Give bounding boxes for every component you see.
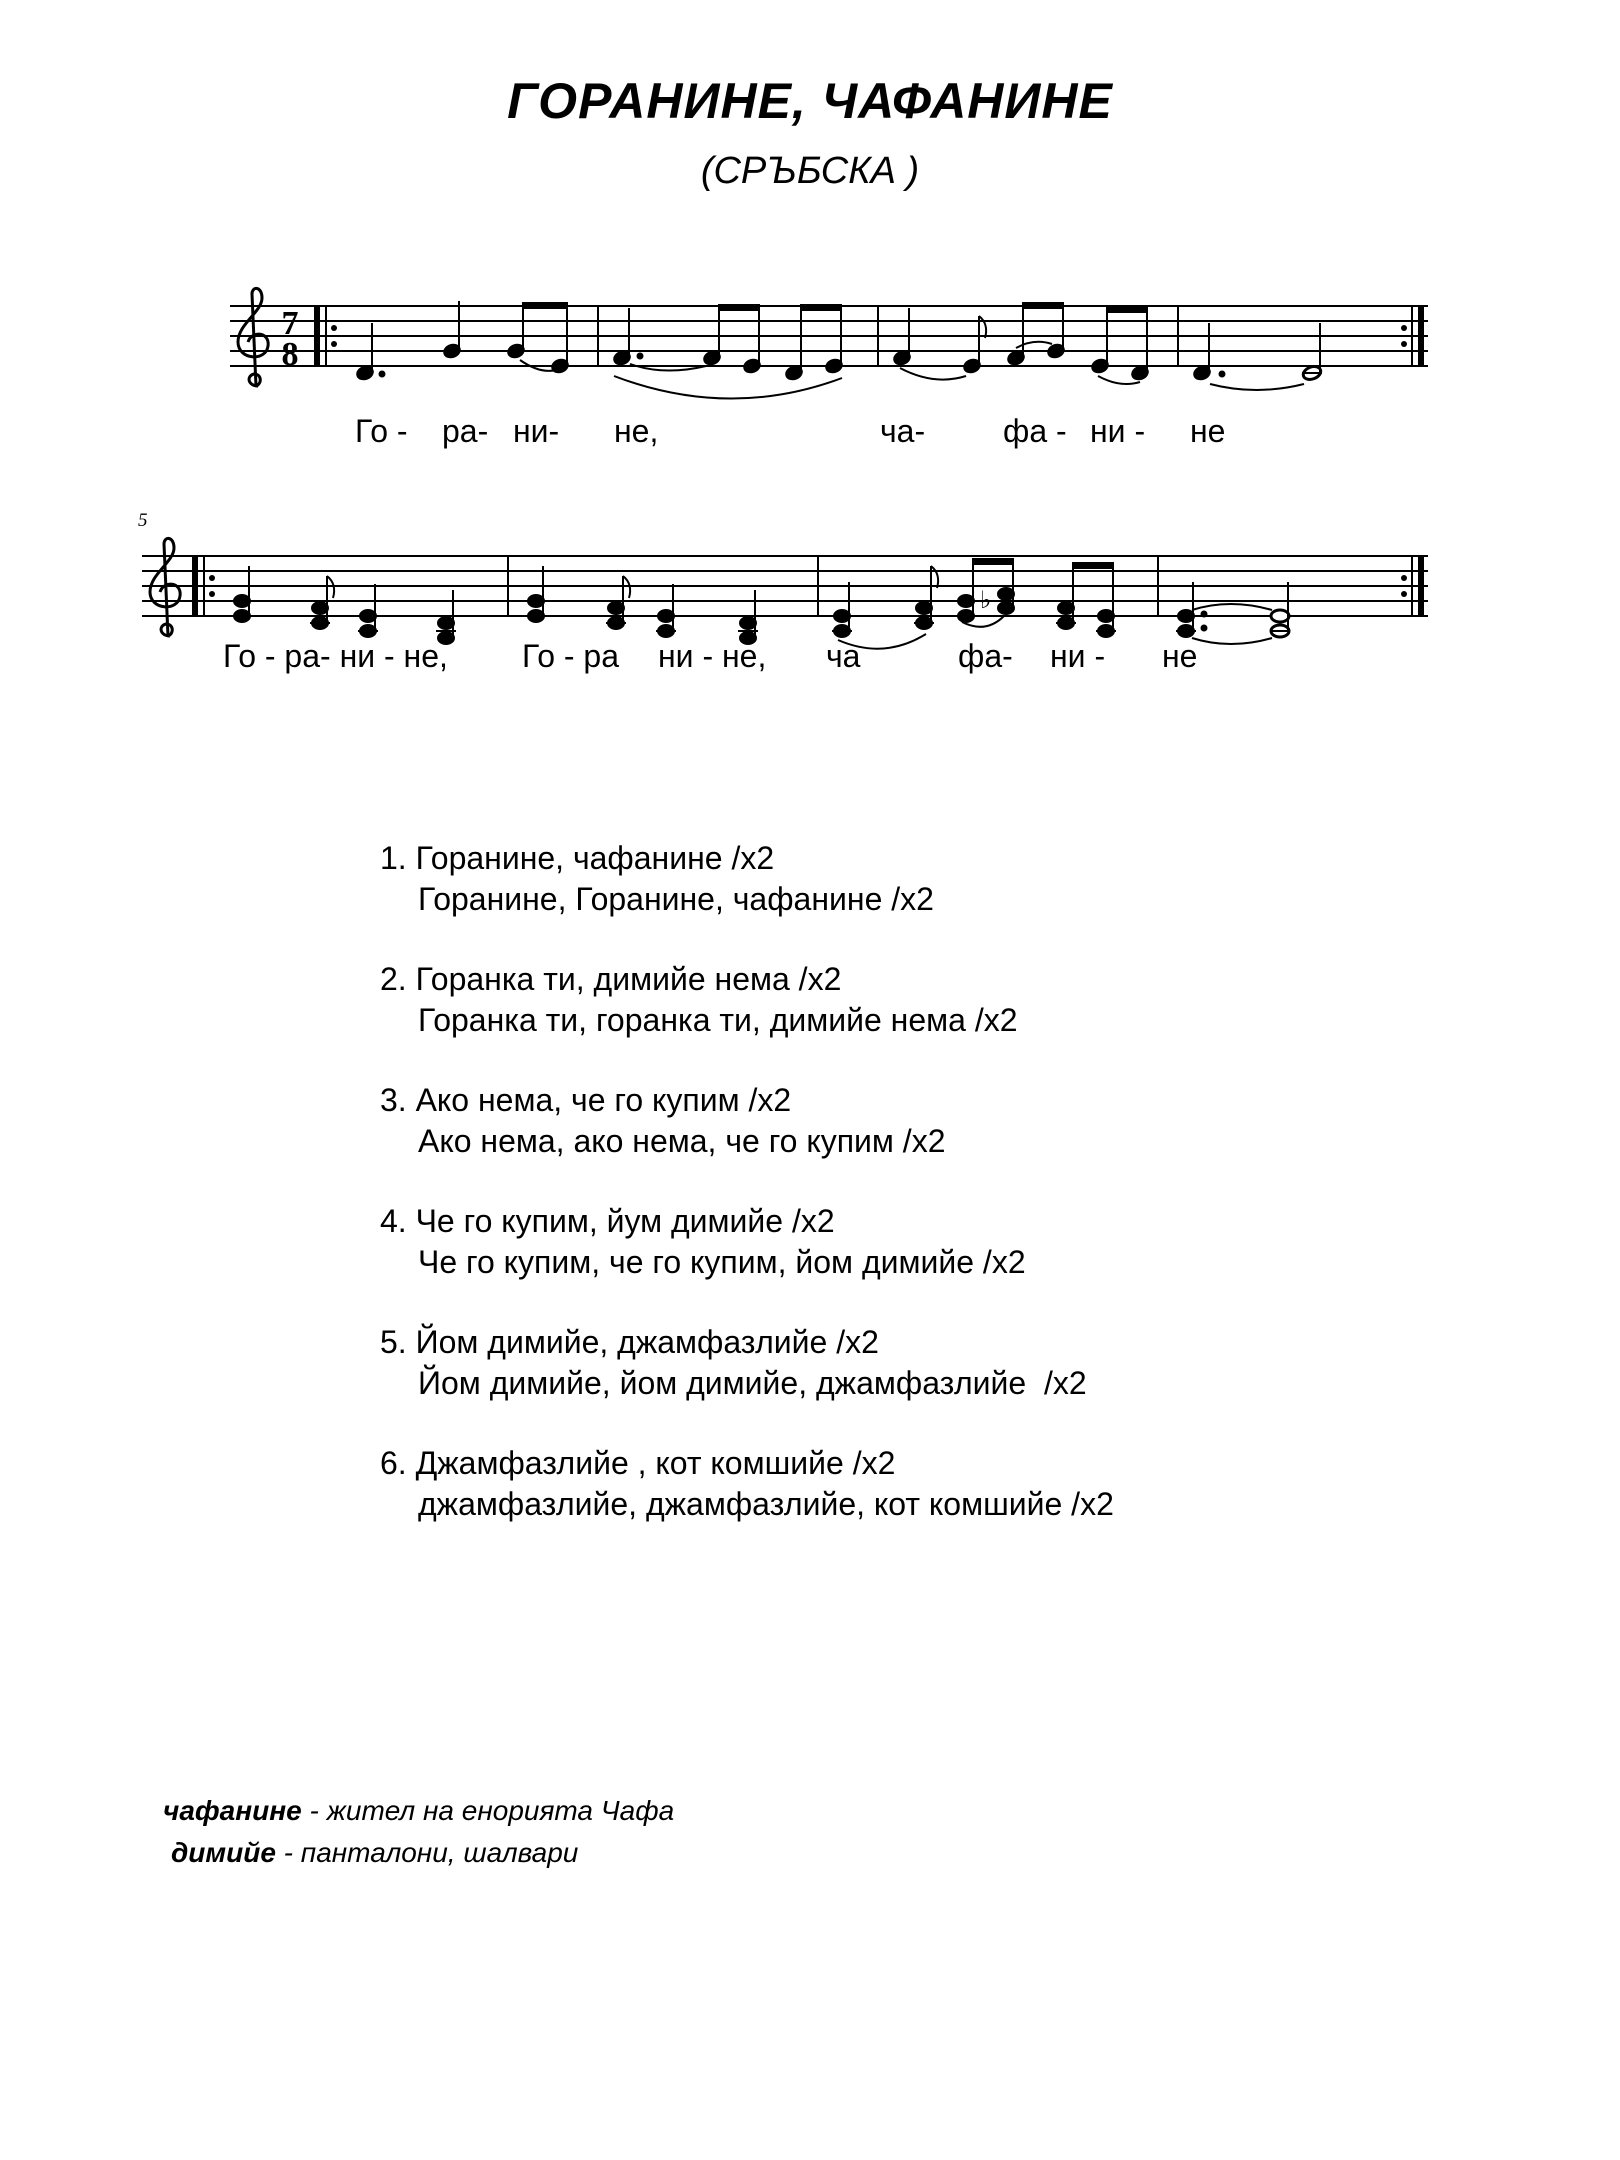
measure-6-notes <box>528 566 758 644</box>
page-title: ГОРАНИНЕ, ЧАФАНИНЕ <box>507 73 1113 129</box>
verse-line: Джамфазлийе , кот комшийе /x2 <box>415 1445 896 1481</box>
lyric-syllable: ча <box>826 638 861 674</box>
slur <box>1016 342 1052 348</box>
verse-line: Горанка ти, димийе нема /x2 <box>415 961 842 997</box>
glossary-term: чафанине <box>163 1795 302 1826</box>
tie <box>1192 604 1272 610</box>
verse <box>380 1080 1380 1162</box>
glossary-entry <box>163 1790 674 1832</box>
verse-number: 5. <box>380 1324 407 1360</box>
verse-line: Ако нема, че го купим /x2 <box>415 1082 792 1118</box>
measure-2-notes <box>612 305 843 381</box>
lyric-syllable: ча- <box>880 413 926 449</box>
lyric-syllable: не <box>1190 413 1226 449</box>
verse-line: Че го купим, че го купим, йом димийе /x2 <box>418 1244 1026 1280</box>
measure-5-notes <box>234 566 456 644</box>
verse <box>380 1443 1380 1525</box>
verse-number: 2. <box>380 961 407 997</box>
music-system-2 <box>0 510 1620 690</box>
lyric-syllable: не, <box>614 413 659 449</box>
lyric-syllable: Го - <box>355 413 408 449</box>
measure-3-notes <box>892 303 1149 381</box>
verse-number: 3. <box>380 1082 407 1118</box>
measure-number: 5 <box>138 510 148 531</box>
verse-line: Че го купим, йум димийе /x2 <box>415 1203 835 1239</box>
staff-system-1 <box>0 290 1620 450</box>
lyric-syllable: ра- <box>442 413 489 449</box>
lyric-syllable: ни - <box>1090 413 1146 449</box>
lyric-syllable: ни- <box>513 413 560 449</box>
verse-number: 4. <box>380 1203 407 1239</box>
time-signature-denominator: 8 <box>281 336 299 373</box>
lyric-syllable: Го - ра <box>522 638 620 674</box>
lyric-syllable: фа- <box>958 638 1013 674</box>
flat-sign: ♭ <box>980 586 992 614</box>
tie <box>1210 384 1304 390</box>
page-subtitle: (СРЪБСКА ) <box>700 150 920 192</box>
lyric-syllable: ни - <box>1050 638 1106 674</box>
music-system-1 <box>0 290 1620 450</box>
glossary-definition: - панталони, шалвари <box>275 1837 579 1868</box>
tie <box>630 364 706 371</box>
staff-lines <box>142 556 1428 616</box>
glossary-term: димийе <box>171 1837 276 1868</box>
verse-line: Горанине, чафанине /x2 <box>415 840 775 876</box>
lyric-syllable: Го - ра- ни - не, <box>223 638 448 674</box>
lyric-syllable: не <box>1162 638 1198 674</box>
measure-4-notes <box>1192 323 1322 382</box>
verse <box>380 1201 1380 1283</box>
verses-list <box>380 838 1380 1564</box>
verse <box>380 1322 1380 1404</box>
lyric-syllable: ни - не, <box>658 638 767 674</box>
verse <box>380 838 1380 920</box>
verse-line: Йом димийе, джамфазлийе /x2 <box>415 1324 879 1360</box>
verse-number: 1. <box>380 840 407 876</box>
verse-line: Ако нема, ако нема, че го купим /x2 <box>418 1123 946 1159</box>
glossary-entry <box>163 1832 674 1874</box>
time-signature-numerator: 7 <box>281 305 299 342</box>
verse-line: Йом димийе, йом димийе, джамфазлийе /x2 <box>418 1365 1087 1401</box>
lyric-syllable: фа - <box>1003 413 1067 449</box>
treble-clef <box>238 288 268 386</box>
staff-lines <box>230 306 1428 366</box>
treble-clef <box>150 538 180 636</box>
verse-line: Горанине, Горанине, чафанине /x2 <box>418 881 934 917</box>
glossary-definition: - жител на енорията Чафа <box>301 1795 675 1826</box>
verse-line: Горанка ти, горанка ти, димийе нема /x2 <box>418 1002 1018 1038</box>
verse <box>380 959 1380 1041</box>
tie <box>1192 638 1272 644</box>
verse-line: джамфазлийе, джамфазлийе, кот комшийе /x2 <box>418 1486 1114 1522</box>
glossary <box>163 1790 674 1874</box>
slur <box>900 368 966 380</box>
verse-number: 6. <box>380 1445 407 1481</box>
slur <box>614 376 842 399</box>
